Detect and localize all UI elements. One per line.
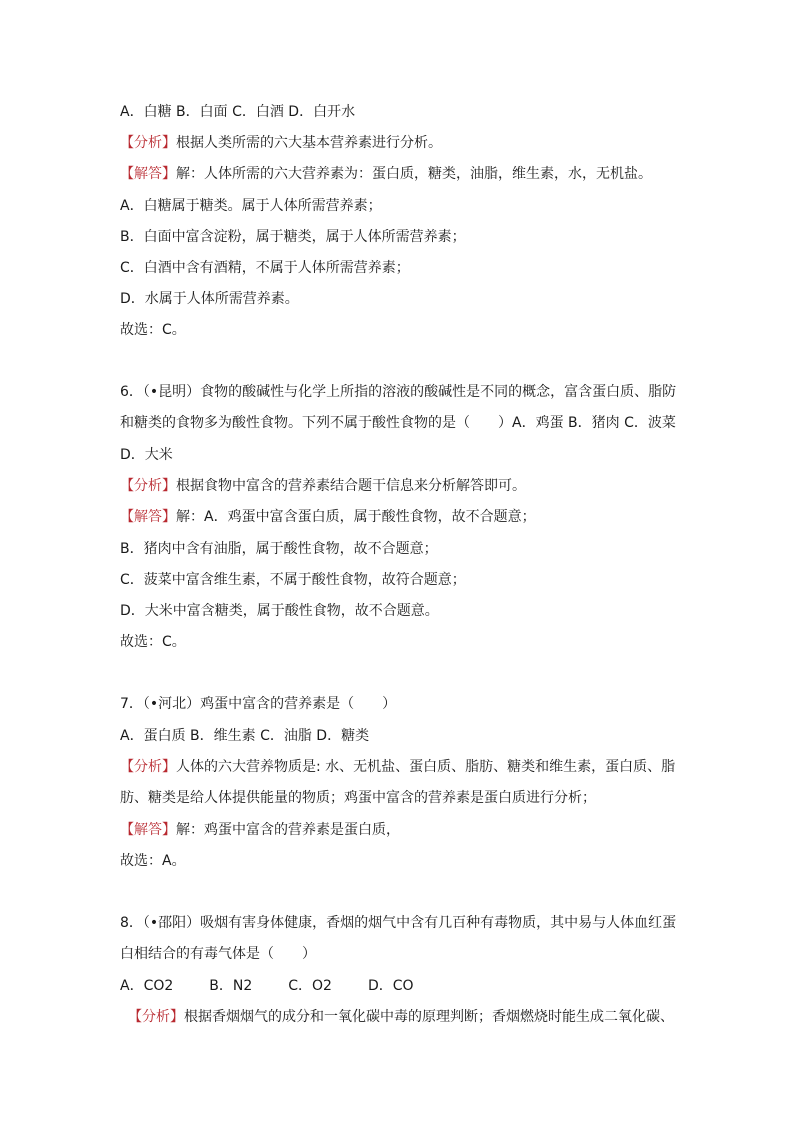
- q7-analysis-line-2: 肪、糖类是给人体提供能量的物质；鸡蛋中富含的营养素是蛋白质进行分析；: [120, 790, 596, 806]
- q6-stem-line-1: 6．（•昆明）食物的酸碱性与化学上所指的溶液的酸碱性是不同的概念，富含蛋白质、脂防: [120, 384, 677, 400]
- analysis-text: 根据人类所需的六大基本营养素进行分析。: [176, 135, 442, 151]
- q7-stem: 7．（•河北）鸡蛋中富含的营养素是（ ）: [120, 696, 397, 712]
- answer-text: 解：A．鸡蛋中富含蛋白质，属于酸性食物，故不合题意；: [176, 509, 536, 525]
- analysis-tag: 【分析】: [128, 1009, 184, 1025]
- answer-tag: 【解答】: [120, 822, 176, 838]
- q5-answer: [120, 164, 680, 184]
- analysis-tag: 【分析】: [120, 135, 176, 151]
- q6-choice: 故选：C。: [120, 634, 186, 650]
- q7-answer: [120, 820, 680, 840]
- answer-text: 解：人体所需的六大营养素为：蛋白质，糖类，油脂，维生素，水，无机盐。: [176, 166, 652, 182]
- answer-tag: 【解答】: [120, 166, 176, 182]
- q8-options: [120, 976, 680, 996]
- q6-answer-b: B．猪肉中含有油脂，属于酸性食物，故不合题意；: [120, 541, 438, 557]
- option-c: C．O2: [288, 978, 332, 994]
- q6-answer-d: D．大米中富含糖类，属于酸性食物，故不合题意。: [120, 603, 439, 619]
- analysis-tag: 【分析】: [120, 478, 176, 494]
- q8-stem-line-2: 白相结合的有毒气体是（ ）: [120, 946, 316, 962]
- q5-answer-a: A．白糖属于糖类。属于人体所需营养素；: [120, 198, 382, 214]
- q5-analysis: [120, 133, 680, 153]
- q7-options: A．蛋白质 B．维生素 C．油脂 D．糖类: [120, 728, 370, 744]
- q7-choice: 故选：A。: [120, 853, 186, 869]
- analysis-text: 根据香烟烟气的成分和一氧化碳中毒的原理判断；香烟燃烧时能生成二氧化碳、: [184, 1009, 674, 1025]
- q5-answer-c: C．白酒中含有酒精，不属于人体所需营养素；: [120, 260, 410, 276]
- q6-stem-line-3: D．大米: [120, 447, 173, 463]
- answer-tag: 【解答】: [120, 509, 176, 525]
- q5-choice: 故选：C。: [120, 322, 186, 338]
- analysis-text: 人体的六大营养物质是: 水、无机盐、蛋白质、脂肪、糖类和维生素，蛋白质、脂: [176, 759, 676, 775]
- q6-answer: [120, 507, 680, 527]
- q6-answer-c: C．菠菜中富含维生素，不属于酸性食物，故符合题意；: [120, 572, 466, 588]
- q6-analysis: [120, 476, 680, 496]
- option-a: A．CO2: [120, 978, 174, 994]
- analysis-text: 根据食物中富含的营养素结合题干信息来分析解答即可。: [176, 478, 526, 494]
- option-b: B．N2: [209, 978, 253, 994]
- answer-text: 解：鸡蛋中富含的营养素是蛋白质，: [176, 822, 400, 838]
- q8-analysis: [128, 1007, 688, 1027]
- q8-stem-line-1: 8．（•邵阳）吸烟有害身体健康，香烟的烟气中含有几百种有毒物质，其中易与人体血红蛋: [120, 915, 677, 931]
- q5-options: A．白糖 B．白面 C．白酒 D．白开水: [120, 104, 356, 120]
- q6-stem-line-2: 和糖类的食物多为酸性食物。下列不属于酸性食物的是（ ）A．鸡蛋 B．猪肉 C．波菜: [120, 415, 676, 431]
- option-d: D．CO: [367, 978, 414, 994]
- analysis-tag: 【分析】: [120, 759, 176, 775]
- q7-analysis: [120, 757, 680, 777]
- q5-answer-d: D．水属于人体所需营养素。: [120, 291, 299, 307]
- q5-answer-b: B．白面中富含淀粉，属于糖类，属于人体所需营养素；: [120, 229, 466, 245]
